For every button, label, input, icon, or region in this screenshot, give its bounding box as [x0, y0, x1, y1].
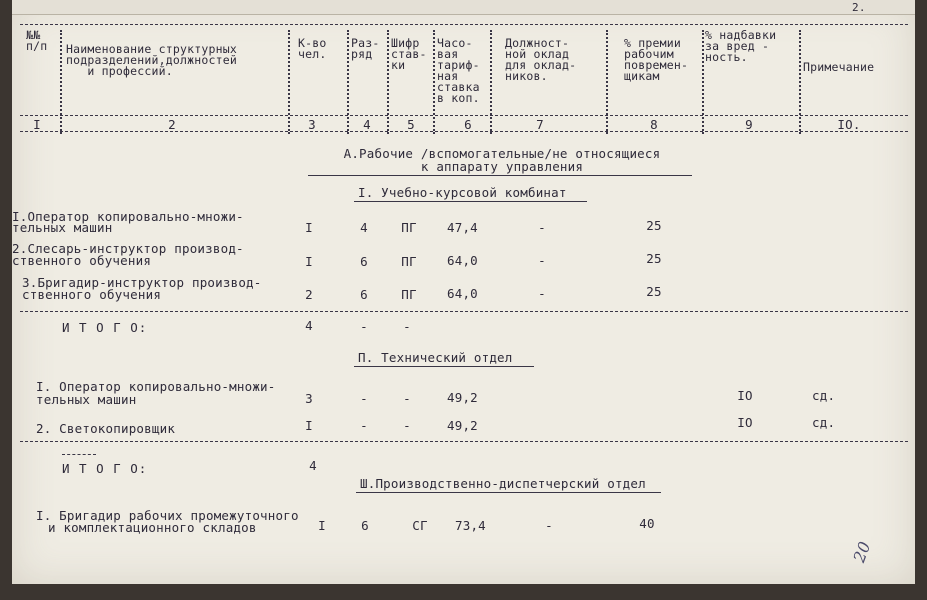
- col-header-note: Примечание: [803, 60, 875, 74]
- total-label: И Т О Г О:: [62, 461, 148, 476]
- row-rate: 64,0: [447, 286, 478, 301]
- row-qty: 3: [305, 391, 313, 406]
- col-num: 9: [745, 117, 753, 132]
- col-header-code: Шифр став- ки: [391, 36, 427, 72]
- row-code: ПГ: [401, 220, 417, 235]
- row-qty: 2: [305, 287, 313, 302]
- row-name-line1: I. Бригадир рабочих промежуточного: [36, 508, 299, 523]
- row-grade: -: [360, 391, 368, 406]
- header-mid-rule: [20, 115, 908, 116]
- col-num: 4: [363, 117, 371, 132]
- row-salary: -: [538, 286, 546, 301]
- row-rate: 49,2: [447, 418, 478, 433]
- subdivision-title: I. Учебно-курсовой комбинат: [358, 185, 567, 200]
- col-num: 6: [464, 117, 472, 132]
- col-num: 8: [650, 117, 658, 132]
- row-name-line1: 3.Бригадир-инструктор производ-: [22, 275, 262, 290]
- row-bonus: 25: [646, 251, 662, 266]
- row-code: ПГ: [401, 287, 417, 302]
- col-header-name: Наименование структурных подразделений,должностей и профессий.: [66, 42, 237, 78]
- total-qty: 4: [305, 318, 313, 333]
- col-header-grade: Раз- ряд: [351, 36, 380, 61]
- row-rate: 47,4: [447, 220, 478, 235]
- row-name-line1: 2.Слесарь-инструктор производ-: [12, 241, 244, 256]
- row-qty: I: [305, 220, 313, 235]
- col-sep: [433, 30, 435, 134]
- col-sep: [799, 30, 801, 134]
- row-note: сд.: [812, 388, 836, 403]
- row-name-line1: I.Оператор копировально-множи-: [12, 209, 244, 224]
- row-code: -: [403, 418, 411, 433]
- row-name-line1: 2. Светокопировщик: [36, 421, 176, 436]
- col-header-bonus: % премии рабочим повремен- щикам: [624, 36, 689, 83]
- row-grade: 6: [360, 254, 368, 269]
- header-top-rule: [20, 24, 908, 25]
- row-name-line2: тельных машин: [36, 392, 137, 407]
- col-header-number: №№ п/п: [26, 28, 48, 53]
- row-code: ПГ: [401, 254, 417, 269]
- section-title-line2: к аппарату управления: [420, 159, 584, 174]
- subdivision-title: П. Технический отдел: [358, 350, 513, 365]
- subdivision-title: Ш.Производственно-диспетчерский отдел: [360, 476, 646, 491]
- page-number: 2.: [852, 1, 866, 14]
- document-page: [12, 0, 915, 584]
- top-edge-band: [12, 0, 915, 15]
- row-grade: -: [360, 418, 368, 433]
- row-name-line2: и комплектационного складов: [48, 520, 257, 535]
- row-qty: I: [305, 418, 313, 433]
- col-header-qty: К-во чел.: [298, 36, 327, 61]
- subdivision-underline: [356, 492, 661, 493]
- col-num: 2: [168, 117, 176, 132]
- row-salary: -: [545, 518, 553, 533]
- col-sep: [606, 30, 608, 134]
- row-grade: 4: [360, 220, 368, 235]
- col-num: IO.: [837, 117, 861, 132]
- total-label: И Т О Г О:: [62, 320, 148, 335]
- row-qty: I: [305, 254, 313, 269]
- col-num: I: [33, 117, 41, 132]
- col-sep: [702, 30, 704, 134]
- row-name-line2: ственного обучения: [22, 287, 162, 302]
- section-underline: [308, 175, 692, 176]
- row-qty: I: [318, 518, 326, 533]
- col-sep: [347, 30, 349, 134]
- total-qty: 4: [309, 458, 317, 473]
- total-grade: -: [360, 319, 368, 334]
- row-name-line2: ственного обучения: [12, 253, 152, 268]
- subdivision-underline: [354, 366, 534, 367]
- row-rate: 64,0: [447, 253, 478, 268]
- col-num: 7: [536, 117, 544, 132]
- row-bonus: 40: [639, 516, 655, 531]
- col-sep: [490, 30, 492, 134]
- row-harm: IO: [737, 415, 753, 430]
- row-rate: 73,4: [455, 518, 486, 533]
- row-bonus: 25: [646, 218, 662, 233]
- row-separator: [20, 311, 908, 312]
- row-separator-short: [62, 454, 96, 455]
- row-note: сд.: [812, 415, 836, 430]
- row-harm: IO: [737, 388, 753, 403]
- row-code: -: [403, 391, 411, 406]
- row-name-line2: тельных машин: [12, 220, 113, 235]
- col-header-salary: Должност- ной оклад для оклад- ников.: [505, 36, 577, 83]
- row-grade: 6: [361, 518, 369, 533]
- col-sep: [60, 30, 62, 134]
- row-salary: -: [538, 253, 546, 268]
- col-header-harm: % надбавки за вред - ность.: [705, 28, 777, 64]
- section-title-line1: А.Рабочие /вспомогательные/не относящиеся: [343, 146, 661, 161]
- row-separator: [20, 441, 908, 442]
- subdivision-underline: [354, 201, 587, 202]
- col-num: 3: [308, 117, 316, 132]
- row-salary: -: [538, 220, 546, 235]
- total-code: -: [403, 319, 411, 334]
- col-sep: [288, 30, 290, 134]
- row-grade: 6: [360, 287, 368, 302]
- col-num: 5: [407, 117, 415, 132]
- col-header-rate: Часо- вая тариф- ная ставка в коп.: [437, 36, 480, 105]
- row-rate: 49,2: [447, 390, 478, 405]
- row-code: СГ: [412, 518, 428, 533]
- row-name-line1: I. Оператор копировально-множи-: [36, 379, 276, 394]
- col-sep: [387, 30, 389, 134]
- row-bonus: 25: [646, 284, 662, 299]
- handwritten-folio-mark: 20: [849, 538, 875, 565]
